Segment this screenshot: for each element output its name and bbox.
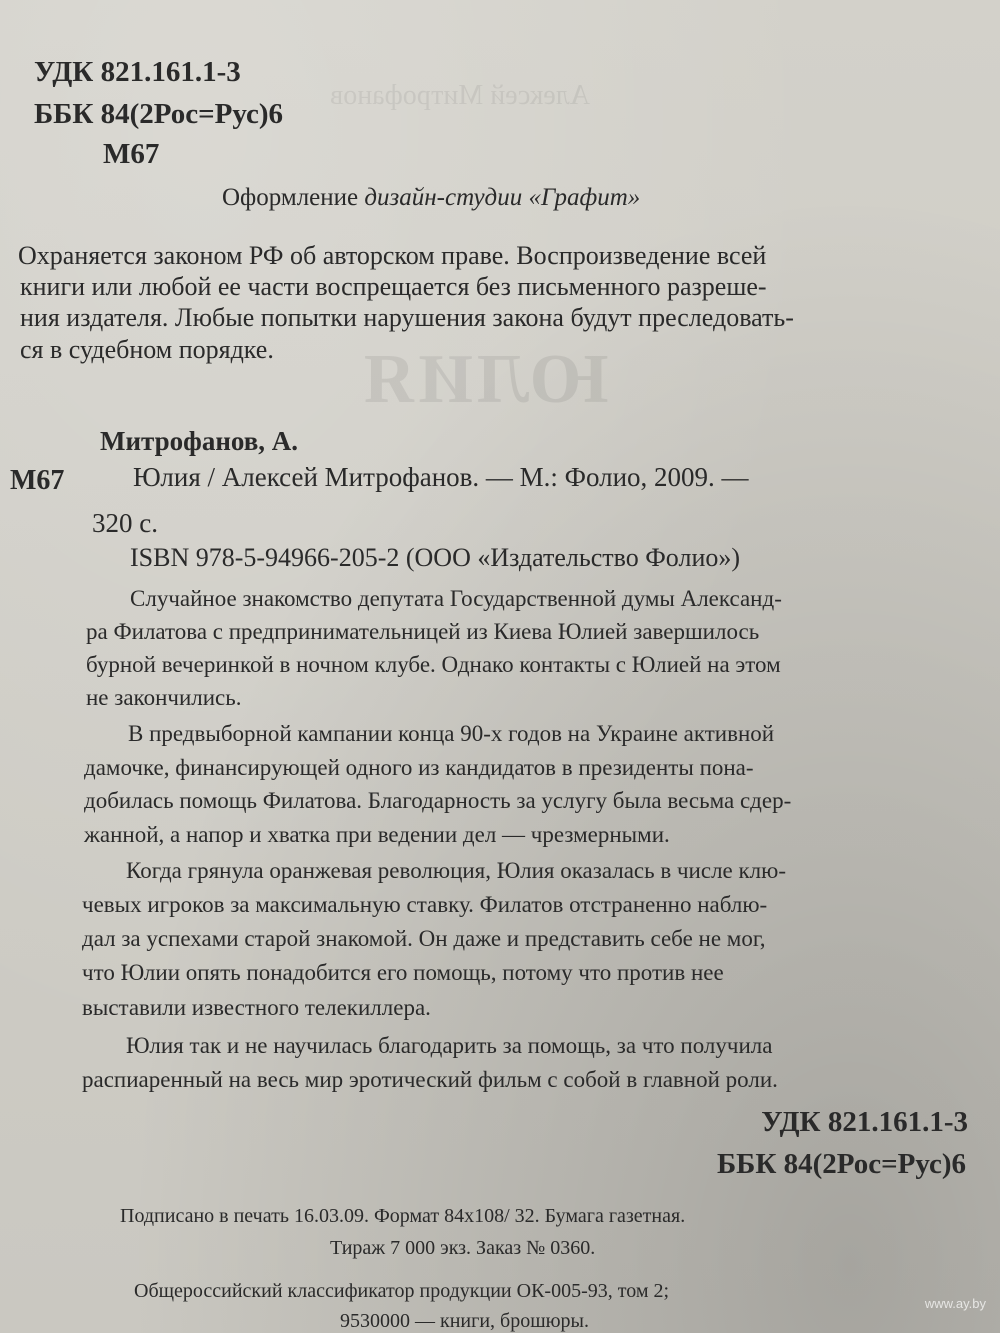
annotation-line: Когда грянула оранжевая революция, Юлия оказалась в числе клю-: [126, 858, 787, 883]
author-mark: М67: [103, 138, 160, 170]
catalog-isbn: ISBN 978-5-94966-205-2 (ООО «Издательство Фолио»): [130, 543, 741, 572]
bbk-code: ББК 84(2Рос=Рус)6: [34, 98, 284, 130]
imprint-line: Тираж 7 000 экз. Заказ № 0360.: [330, 1237, 596, 1259]
footer-bbk-code: ББК 84(2Рос=Рус)6: [716, 1148, 966, 1180]
annotation-line: ра Филатова с предпринимательницей из Киева Юлией завершилось: [86, 619, 760, 644]
copyright-line-3: ния издателя. Любые попытки нарушения закона будут преследовать-: [20, 303, 794, 332]
annotation-line: дал за успехами старой знакомой. Он даже и представить себе не мог,: [82, 926, 766, 951]
annotation-line: жанной, а напор и хватка при ведении дел — чрезмерными.: [84, 822, 670, 847]
annotation-line: дамочке, финансирующей одного из кандидатов в президенты пона-: [84, 755, 754, 780]
annotation-line: Юлия так и не научилась благодарить за помощь, за что получила: [126, 1033, 773, 1058]
copyright-line-2: книги или любой ее части воспрещается без письменного разреше-: [20, 272, 767, 301]
annotation-line: выставили известного телекиллера.: [82, 995, 431, 1020]
design-credit-prefix: Оформление: [222, 184, 365, 211]
annotation-line: В предвыборной кампании конца 90-х годов на Украине активной: [128, 721, 775, 746]
design-credit: [222, 185, 640, 210]
design-studio: дизайн-студии «Графит»: [364, 184, 641, 211]
imprint-line: Подписано в печать 16.03.09. Формат 84x108/ 32. Бумага газетная.: [120, 1205, 686, 1227]
catalog-author: Митрофанов, А.: [100, 426, 299, 456]
footer-udk-code: УДК 821.161.1-3: [761, 1106, 968, 1138]
watermark: www.ay.by: [924, 1296, 986, 1311]
annotation-line: Случайное знакомство депутата Государственной думы Александ-: [130, 586, 782, 611]
bleed-through-title: ЮЛИЯ: [360, 341, 609, 418]
imprint-line: Общероссийский классификатор продукции ОК-005-93, том 2;: [134, 1280, 670, 1302]
annotation-line: что Юлии опять понадобится его помощь, потому что против нее: [82, 960, 724, 985]
annotation-line: бурной вечеринкой в ночном клубе. Однако контакты с Юлией на этом: [86, 652, 781, 677]
annotation-line: чевых игроков за максимальную ставку. Филатов отстраненно наблю-: [82, 892, 768, 917]
catalog-title-line: Юлия / Алексей Митрофанов. — М.: Фолио, 2009. —: [133, 462, 749, 492]
annotation-line: распиаренный на весь мир эротический фильм с собой в главной роли.: [82, 1067, 778, 1092]
annotation-line: добилась помощь Филатова. Благодарность за услугу была весьма сдер-: [84, 788, 792, 813]
udk-code: УДК 821.161.1-3: [34, 56, 241, 88]
annotation-line: не закончились.: [86, 685, 242, 710]
copyright-line-1: Охраняется законом РФ об авторском праве. Воспроизведение всей: [18, 241, 767, 270]
imprint-line: 9530000 — книги, брошюры.: [340, 1310, 589, 1332]
copyright-line-4: ся в судебном порядке.: [20, 335, 274, 364]
catalog-code: М67: [10, 465, 65, 496]
catalog-pages: 320 с.: [92, 508, 158, 538]
bleed-through-text: Алексей Митрофанов: [330, 80, 590, 111]
